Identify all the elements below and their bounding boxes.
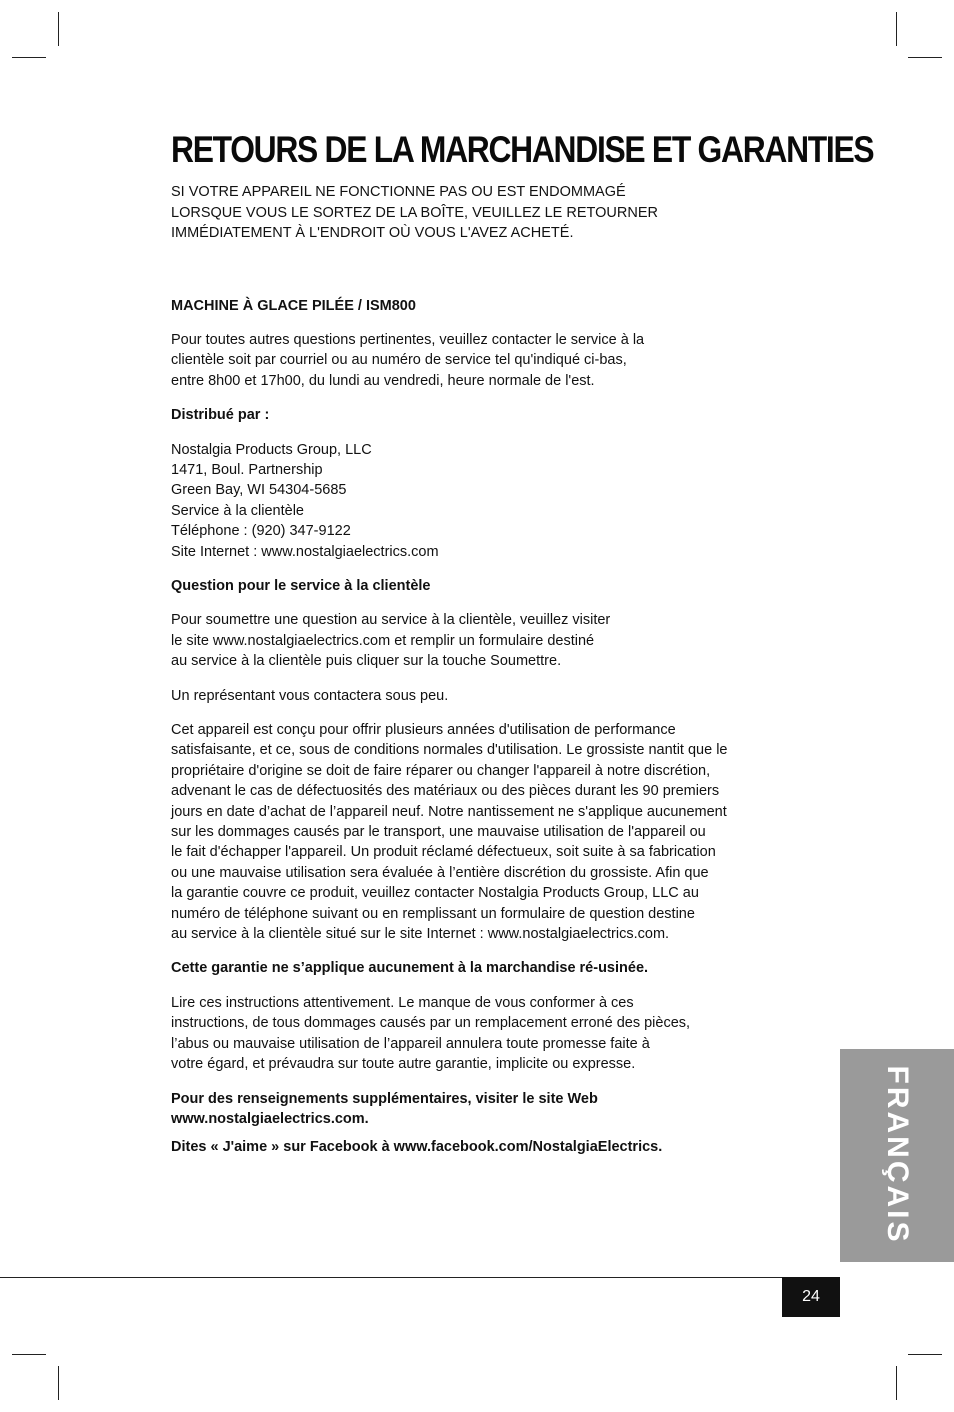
crop-mark — [12, 1354, 46, 1355]
page-content — [171, 128, 874, 1158]
facebook-text: Dites « J'aime » sur Facebook à www.facebook.com/NostalgiaElectrics. — [171, 1139, 663, 1156]
crop-mark — [58, 12, 59, 46]
warranty-paragraph: Cet appareil est conçu pour offrir plusieurs années d'utilisation de performance satisfaisante, et ce, sous de conditions normales d'utilisation. Le grossiste nantit que le propriétaire d'origine se doit de faire réparer ou changer l'appareil à notre discrétion, advenant le cas de défectuosités des matériaux ou des pièces durant les 90 premiers jours en date d’achat de l’appareil neuf. Notre nantissement ne s'applique aucunement sur les dommages causés par le transport, une mauvaise utilisation de l'appareil ou le fait d'échapper l'appareil. Un produit réclamé défectueux, soit suite à sa fabrication ou une mauvaise utilisation sera évaluée à l’entière discrétion du grossiste. Afin que la garantie couvre ce produit, veuillez contacter Nostalgia Products Group, LLC au numéro de téléphone suivant ou en remplissant un formulaire de question destine au service à la clientèle situé sur le site Internet : www.nostalgiaelectrics.com. — [171, 722, 728, 943]
product-heading: MACHINE À GLACE PILÉE / ISM800 — [171, 297, 416, 314]
footer-rule — [0, 1277, 840, 1278]
address-block: Nostalgia Products Group, LLC 1471, Boul. Partnership Green Bay, WI 54304-5685 Service à la clientèle Téléphone : (920) 347-9122 Site Internet : www.nostalgiaelectrics.com — [171, 441, 439, 560]
page-number: 24 — [782, 1277, 840, 1317]
crop-mark — [896, 12, 897, 46]
contact-paragraph: Pour toutes autres questions pertinentes, veuillez contacter le service à la clientèle soit par courriel ou au numéro de service tel qu'indiqué ci-bas, entre 8h00 et 17h00, du lundi au vendredi, heure normale de l'est. — [171, 331, 645, 389]
crop-mark — [58, 1366, 59, 1400]
more-info-text: Pour des renseignements supplémentaires, visiter le site Web www.nostalgiaelectrics.com. — [171, 1090, 598, 1127]
language-tab-label: FRANÇAIS — [881, 1065, 914, 1245]
instructions-paragraph: Lire ces instructions attentivement. Le manque de vous conformer à ces instructions, de tous dommages causés par un remplacement erroné des pièces, l’abus ou mauvaise utilisation de l’appareil annulera toute promesse faite à votre égard, et prévaudra sur toute autre garantie, implicite ou expresse. — [171, 994, 691, 1073]
crop-mark — [908, 57, 942, 58]
crop-mark — [896, 1366, 897, 1400]
language-tab — [840, 1049, 954, 1262]
question-paragraph: Pour soumettre une question au service à la clientèle, veuillez visiter le site www.nostalgiaelectrics.com et remplir un formulaire destiné au service à la clientèle puis cliquer sur la touche Soumettre. — [171, 612, 611, 670]
crop-mark — [908, 1354, 942, 1355]
rep-contact-text: Un représentant vous contactera sous peu. — [171, 687, 449, 704]
refurbished-note: Cette garantie ne s’applique aucunement à la marchandise ré-usinée. — [171, 960, 649, 977]
question-heading: Question pour le service à la clientèle — [171, 577, 431, 594]
page-title: RETOURS DE LA MARCHANDISE ET GARANTIES — [171, 129, 874, 170]
crop-mark — [12, 57, 46, 58]
intro-notice: SI VOTRE APPAREIL NE FONCTIONNE PAS OU EST ENDOMMAGÉ LORSQUE VOUS LE SORTEZ DE LA BOÎTE, VEUILLEZ LE RETOURNER IMMÉDIATEMENT À L'ENDROIT OÙ VOUS L'AVEZ ACHETÉ. — [171, 184, 658, 241]
distributed-by-heading: Distribué par : — [171, 407, 270, 424]
